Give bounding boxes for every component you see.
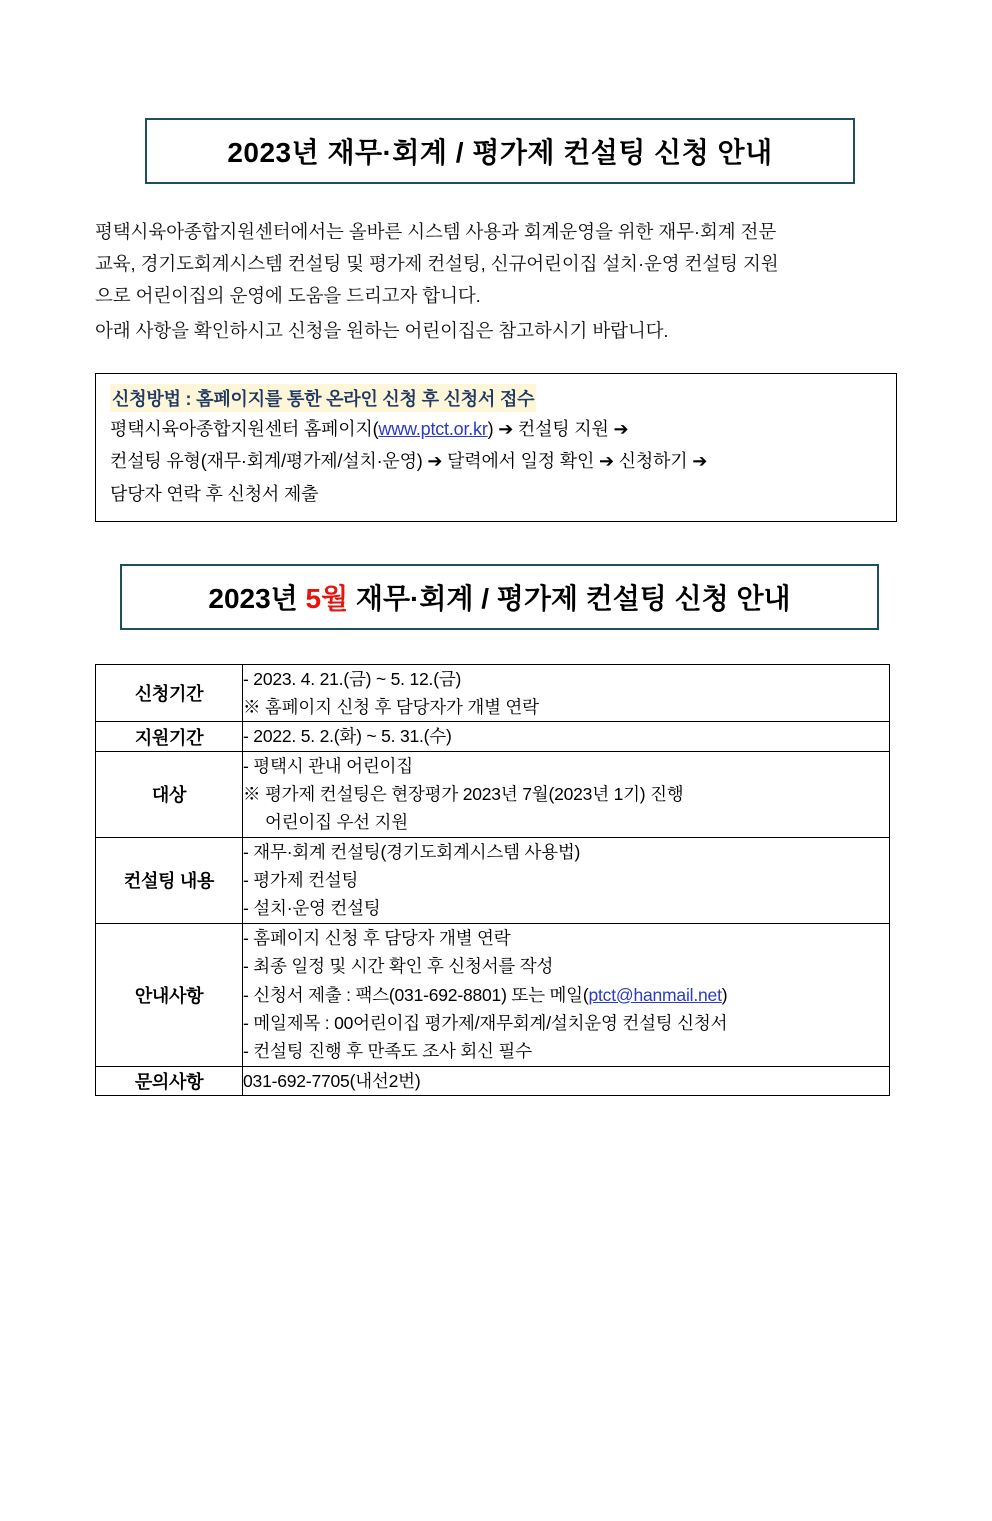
table-row: [96, 751, 890, 837]
method-line-1-post: ) ➔ 컨설팅 지원 ➔: [487, 419, 629, 440]
method-line-3: 담당자 연락 후 신청서 제출: [110, 483, 319, 504]
application-method-box: [95, 373, 897, 521]
row-3-line-1: - 평가제 컨설팅: [243, 870, 359, 891]
intro-line-2: 교육, 경기도회계시스템 컨설팅 및 평가제 컨설팅, 신규어린이집 설치·운영 컨설팅 지원: [95, 252, 779, 274]
method-line-2: 컨설팅 유형(재무·회계/평가제/설치·운영) ➔ 달력에서 일정 확인 ➔ 신청하기 ➔: [110, 451, 708, 472]
method-line-1-pre: 평택시육아종합지원센터 홈페이지(: [110, 419, 379, 440]
row-4-line-0: - 홈페이지 신청 후 담당자 개별 연락: [243, 927, 511, 948]
row-label-inquiry: 문의사항: [96, 1066, 243, 1095]
row-value-target: [243, 751, 890, 837]
month-title-banner: [120, 564, 879, 630]
email-link[interactable]: ptct@hanmail.net: [588, 984, 722, 1005]
row-value-consulting-content: [243, 837, 890, 923]
row-4-line-2-post: ): [721, 984, 728, 1005]
row-label-target: 대상: [96, 751, 243, 837]
intro-line-1: 평택시육아종합지원센터에서는 올바른 시스템 사용과 회계운영을 위한 재무·회계 전문: [95, 221, 777, 242]
row-label-support-period: 지원기간: [96, 722, 243, 751]
table-row: [96, 664, 890, 722]
row-5-line-0: 031-692-7705(내선2번): [243, 1070, 421, 1091]
month-title: [208, 577, 790, 617]
table-row: [96, 837, 890, 923]
row-value-inquiry: [243, 1066, 890, 1095]
document-page: [0, 118, 992, 1521]
table-row: [96, 722, 890, 751]
row-label-consulting-content: 컨설팅 내용: [96, 837, 243, 923]
intro-paragraph: [95, 216, 897, 347]
month-title-month: 5월: [305, 582, 349, 614]
method-heading-wrap: [110, 384, 882, 412]
page-title: 2023년 재무·회계 / 평가제 컨설팅 신청 안내: [227, 137, 773, 168]
row-2-line-1: ※ 평가제 컨설팅은 현장평가 2023년 7월(2023년 1기) 진행: [243, 784, 684, 805]
row-label-notices: 안내사항: [96, 923, 243, 1066]
row-1-line-0: - 2022. 5. 2.(화) ~ 5. 31.(수): [243, 726, 452, 747]
row-2-line-2: 어린이집 우선 지원: [265, 812, 408, 833]
row-4-line-1: - 최종 일정 및 시간 확인 후 신청서를 작성: [243, 956, 554, 977]
intro-line-4: 아래 사항을 확인하시고 신청을 원하는 어린이집은 참고하시기 바랍니다.: [95, 320, 669, 342]
row-label-application-period: 신청기간: [96, 664, 243, 722]
method-line-1: [110, 415, 882, 444]
intro-line-3: 으로 어린이집의 운영에 도움을 드리고자 합니다.: [95, 284, 481, 306]
row-value-notices: [243, 923, 890, 1066]
month-title-pre: 2023년: [208, 582, 306, 614]
main-title-banner: [145, 118, 855, 184]
row-0-line-0: - 2023. 4. 21.(금) ~ 5. 12.(금): [243, 668, 462, 689]
row-4-line-3: - 메일제목 : 00어린이집 평가제/재무회계/설치운영 컨설팅 신청서: [243, 1012, 728, 1033]
table-row: [96, 1066, 890, 1095]
row-4-line-4: - 컨설팅 진행 후 만족도 조사 회신 필수: [243, 1041, 532, 1062]
homepage-link[interactable]: www.ptct.or.kr: [378, 419, 488, 440]
row-3-line-2: - 설치·운영 컨설팅: [243, 898, 381, 919]
info-table: [95, 664, 890, 1096]
row-0-line-1: ※ 홈페이지 신청 후 담당자가 개별 연락: [243, 697, 539, 718]
row-4-line-2: [243, 981, 889, 1009]
row-value-application-period: [243, 664, 890, 722]
table-row: [96, 923, 890, 1066]
month-title-post: 재무·회계 / 평가제 컨설팅 신청 안내: [348, 582, 791, 614]
row-3-line-0: - 재무·회계 컨설팅(경기도회계시스템 사용법): [243, 841, 581, 862]
method-heading: 신청방법 : 홈페이지를 통한 온라인 신청 후 신청서 접수: [110, 384, 536, 412]
row-4-line-2-pre: - 신청서 제출 : 팩스(031-692-8801) 또는 메일(: [243, 984, 589, 1005]
row-value-support-period: [243, 722, 890, 751]
row-2-line-0: - 평택시 관내 어린이집: [243, 755, 413, 776]
